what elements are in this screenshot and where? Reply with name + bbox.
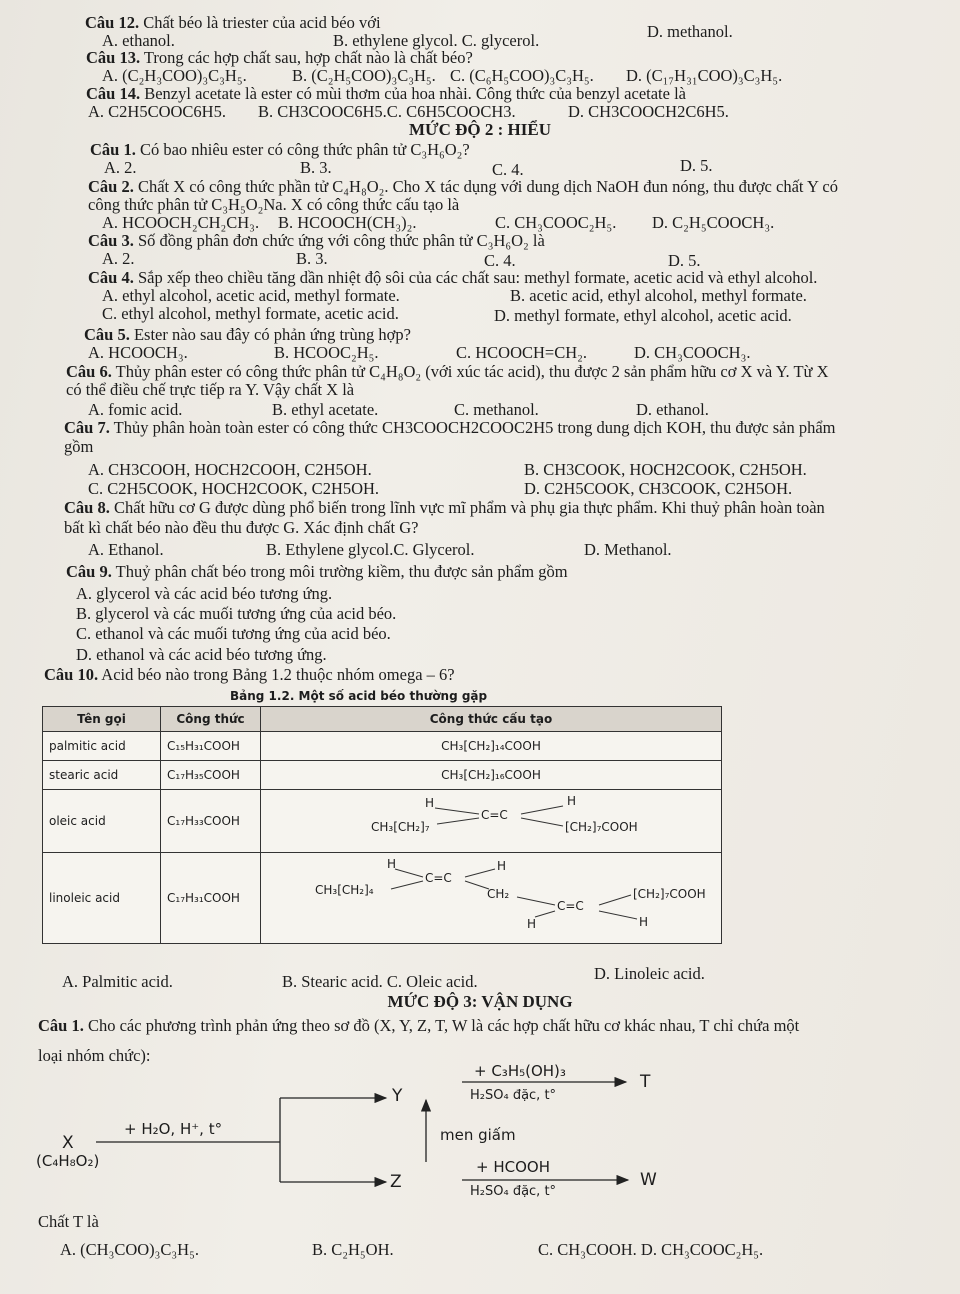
- question-number: Câu 14.: [86, 84, 141, 103]
- question-number: Câu 3.: [88, 231, 134, 250]
- conditions-z: H₂SO₄ đặc, t°: [470, 1184, 557, 1199]
- answer-option: B. Stearic acid. C. Oleic acid.: [282, 972, 478, 991]
- question-number: Câu 4.: [88, 268, 134, 287]
- answer-option: B. HCOOCH(CH₃)₂.: [278, 213, 417, 232]
- answer-option: B. HCOOC₂H₅.: [274, 343, 379, 362]
- compound-t: T: [640, 1072, 651, 1092]
- answer-option: A. C2H5COOC6H5.: [88, 102, 226, 121]
- acid-formula: C₁₇H₃₃COOH: [161, 790, 261, 853]
- ferment-label: men giấm: [440, 1126, 516, 1144]
- reagent-glycerol: + C₃H₅(OH)₃: [474, 1062, 566, 1080]
- struct-h: H: [639, 915, 649, 929]
- answer-option: D. ethanol và các acid béo tương ứng.: [76, 645, 327, 664]
- struct-h: H: [527, 917, 537, 931]
- question-number: Câu 9.: [66, 562, 112, 581]
- struct-double-bond: C=C: [425, 871, 452, 885]
- answer-option: B. ethyl acetate.: [272, 400, 379, 419]
- question-line: Chất T là: [38, 1212, 99, 1231]
- step1-conditions: + H₂O, H⁺, t°: [124, 1120, 223, 1138]
- question-line: có thể điều chế trực tiếp ra Y. Vậy chất X là: [66, 380, 355, 399]
- acid-formula: C₁₇H₃₅COOH: [161, 761, 261, 790]
- answer-option: B. ethylene glycol. C. glycerol.: [333, 31, 540, 50]
- compound-x-formula: (C₄H₈O₂): [36, 1152, 100, 1170]
- acid-name: linoleic acid: [43, 853, 161, 944]
- answer-option: A. fomic acid.: [88, 400, 183, 419]
- answer-option: C. (C₆H₅COO)₃C₃H₅.: [450, 66, 594, 85]
- question-number: Câu 5.: [84, 325, 130, 344]
- struct-h: H: [425, 796, 435, 810]
- answer-option: D. 5.: [668, 251, 701, 270]
- answer-option: A. HCOOCH₃.: [88, 343, 188, 362]
- answer-option: B. 3.: [300, 158, 332, 177]
- answer-option: C. HCOOCH=CH₂.: [456, 343, 588, 362]
- question-line: bất kì chất béo nào đều thu được G. Xác định chất G?: [64, 518, 419, 537]
- question-line: Câu 12. Chất béo là triester của acid béo với: [85, 13, 381, 32]
- question-line: gồm: [64, 437, 94, 456]
- section-heading: MỨC ĐỘ 3: VẬN DỤNG: [387, 992, 573, 1011]
- answer-option: D. 5.: [680, 156, 713, 175]
- struct-h: H: [567, 794, 577, 808]
- table-header: Công thức cấu tạo: [261, 707, 722, 732]
- question-line: Câu 14. Benzyl acetate là ester có mùi thơm của hoa nhài. Công thức của benzyl acetate là: [86, 84, 686, 103]
- answer-option: C. CH₃COOC₂H₅.: [495, 213, 617, 232]
- answer-option: A. HCOOCH₂CH₂CH₃.: [102, 213, 260, 232]
- answer-option: A. glycerol và các acid béo tương ứng.: [76, 584, 333, 603]
- question-number: Câu 13.: [86, 48, 141, 67]
- answer-option: D. C₂H₅COOCH₃.: [652, 213, 775, 232]
- question-number: Câu 10.: [44, 665, 99, 684]
- answer-option: A. ethanol.: [102, 31, 175, 50]
- answer-option: A. Palmitic acid.: [62, 972, 173, 991]
- answer-option: C. methanol.: [454, 400, 539, 419]
- answer-option: A. CH3COOH, HOCH2COOH, C2H5OH.: [88, 460, 372, 479]
- answer-option: D. methyl formate, ethyl alcohol, acetic acid.: [494, 306, 792, 325]
- compound-x: X: [62, 1133, 74, 1153]
- answer-option: D. ethanol.: [636, 400, 709, 419]
- acid-name: oleic acid: [43, 790, 161, 853]
- question-line: Câu 6. Thủy phân ester có công thức phân tử C₄H₈O₂ (với xúc tác acid), thu được 2 sản phẩm hữu cơ X và Y. Từ X: [66, 362, 829, 381]
- struct-chain: [CH₂]₇COOH: [633, 887, 706, 901]
- answer-option: D. (C₁₇H₃₁COO)₃C₃H₅.: [626, 66, 783, 85]
- conditions-y: H₂SO₄ đặc, t°: [470, 1088, 557, 1103]
- answer-option: C. ethanol và các muối tương ứng của acid béo.: [76, 624, 391, 643]
- struct-h: H: [497, 859, 507, 873]
- question-number: Câu 7.: [64, 418, 110, 437]
- table-title: Bảng 1.2. Một số acid béo thường gặp: [230, 689, 488, 703]
- acid-structure: CH₃[CH₂]₁₄COOH: [261, 732, 722, 761]
- acid-formula: C₁₇H₃₁COOH: [161, 853, 261, 944]
- answer-option: A. (CH₃COO)₃C₃H₅.: [60, 1240, 199, 1259]
- table-header: Tên gọi: [43, 707, 161, 732]
- question-line: Câu 10. Acid béo nào trong Bảng 1.2 thuộc nhóm omega – 6?: [44, 665, 455, 684]
- question-line: Câu 9. Thuỷ phân chất béo trong môi trường kiềm, thu được sản phẩm gồm: [66, 562, 568, 581]
- question-line: Câu 1. Có bao nhiêu ester có công thức phân tử C₃H₆O₂?: [90, 140, 470, 159]
- question-number: Câu 6.: [66, 362, 112, 381]
- answer-option: D. CH₃COOCH₃.: [634, 343, 751, 362]
- question-line: Câu 7. Thủy phân hoàn toàn ester có công thức CH3COOCH2COOC2H5 trong dung dịch KOH, thu được sản phẩm: [64, 418, 836, 437]
- section-heading: MỨC ĐỘ 2 : HIỂU: [409, 120, 551, 139]
- table-header: Công thức: [161, 707, 261, 732]
- acid-name: palmitic acid: [43, 732, 161, 761]
- compound-z: Z: [390, 1172, 402, 1192]
- answer-option: C. ethyl alcohol, methyl formate, acetic acid.: [102, 304, 399, 323]
- question-line: Câu 4. Sắp xếp theo chiều tăng dần nhiệt độ sôi của các chất sau: methyl formate, acetic acid và ethyl alcohol.: [88, 268, 818, 287]
- answer-option: D. Linoleic acid.: [594, 964, 705, 983]
- answer-option: A. 2.: [104, 158, 137, 177]
- answer-option: A. 2.: [102, 249, 135, 268]
- answer-option: D. Methanol.: [584, 540, 672, 559]
- struct-chain: [CH₂]₇COOH: [565, 820, 638, 834]
- answer-option: B. Ethylene glycol.C. Glycerol.: [266, 540, 475, 559]
- question-line: Câu 5. Ester nào sau đây có phản ứng trùng hợp?: [84, 325, 411, 344]
- answer-option: D. methanol.: [647, 22, 733, 41]
- answer-option: B. C₂H₅OH.: [312, 1240, 394, 1259]
- acid-structure: CH₃[CH₂]₁₆COOH: [261, 761, 722, 790]
- answer-option: B. CH3COOC6H5.C. C6H5COOCH3.: [258, 102, 516, 121]
- question-line: Câu 13. Trong các hợp chất sau, hợp chất nào là chất béo?: [86, 48, 473, 67]
- answer-option: C. 4.: [484, 251, 516, 270]
- answer-option: B. acetic acid, ethyl alcohol, methyl formate.: [510, 286, 807, 305]
- answer-option: C. 4.: [492, 160, 524, 179]
- answer-option: A. Ethanol.: [88, 540, 164, 559]
- struct-chain: CH₃[CH₂]₇: [371, 820, 430, 834]
- struct-double-bond: C=C: [557, 899, 584, 913]
- answer-option: B. 3.: [296, 249, 328, 268]
- answer-option: D. CH3COOCH2C6H5.: [568, 102, 729, 121]
- answer-option: B. glycerol và các muối tương ứng của acid béo.: [76, 604, 397, 623]
- struct-chain: CH₃[CH₂]₄: [315, 883, 374, 897]
- reagent-hcooh: + HCOOH: [476, 1158, 550, 1176]
- question-line: Câu 3. Số đồng phân đơn chức ứng với công thức phân tử C₃H₆O₂ là: [88, 231, 545, 250]
- answer-option: D. C2H5COOK, CH3COOK, C2H5OH.: [524, 479, 793, 498]
- struct-ch2: CH₂: [487, 887, 510, 901]
- compound-y: Y: [392, 1086, 403, 1106]
- answer-option: A. ethyl alcohol, acetic acid, methyl formate.: [102, 286, 400, 305]
- answer-option: B. (C₂H₅COO)₃C₃H₅.: [292, 66, 436, 85]
- struct-h: H: [387, 857, 397, 871]
- compound-w: W: [640, 1170, 657, 1190]
- question-line: Câu 1. Cho các phương trình phản ứng theo sơ đồ (X, Y, Z, T, W là các hợp chất hữu cơ khác nhau, T chỉ chứa một: [38, 1016, 800, 1035]
- question-number: Câu 1.: [90, 140, 136, 159]
- acid-name: stearic acid: [43, 761, 161, 790]
- answer-option: C. CH₃COOH. D. CH₃COOC₂H₅.: [538, 1240, 764, 1259]
- question-number: Câu 12.: [85, 13, 140, 32]
- answer-option: A. (C₂H₃COO)₃C₃H₅.: [102, 66, 247, 85]
- acid-formula: C₁₅H₃₁COOH: [161, 732, 261, 761]
- question-line: Câu 2. Chất X có công thức phần tử C₄H₈O₂. Cho X tác dụng với dung dịch NaOH đun nóng, thu được chất Y có: [88, 177, 839, 196]
- question-line: Câu 8. Chất hữu cơ G được dùng phổ biến trong lĩnh vực mĩ phẩm và phụ gia thực phẩm. Khi thuỷ phân hoàn toàn: [64, 498, 825, 517]
- question-number: Câu 2.: [88, 177, 134, 196]
- question-number: Câu 1.: [38, 1016, 84, 1035]
- question-number: Câu 8.: [64, 498, 110, 517]
- struct-double-bond: C=C: [481, 808, 508, 822]
- question-line: loại nhóm chức):: [38, 1046, 151, 1065]
- answer-option: B. CH3COOK, HOCH2COOK, C2H5OH.: [524, 460, 807, 479]
- answer-option: C. C2H5COOK, HOCH2COOK, C2H5OH.: [88, 479, 380, 498]
- question-line: công thức phân tử C₃H₅O₂Na. X có công thức cấu tạo là: [88, 195, 460, 214]
